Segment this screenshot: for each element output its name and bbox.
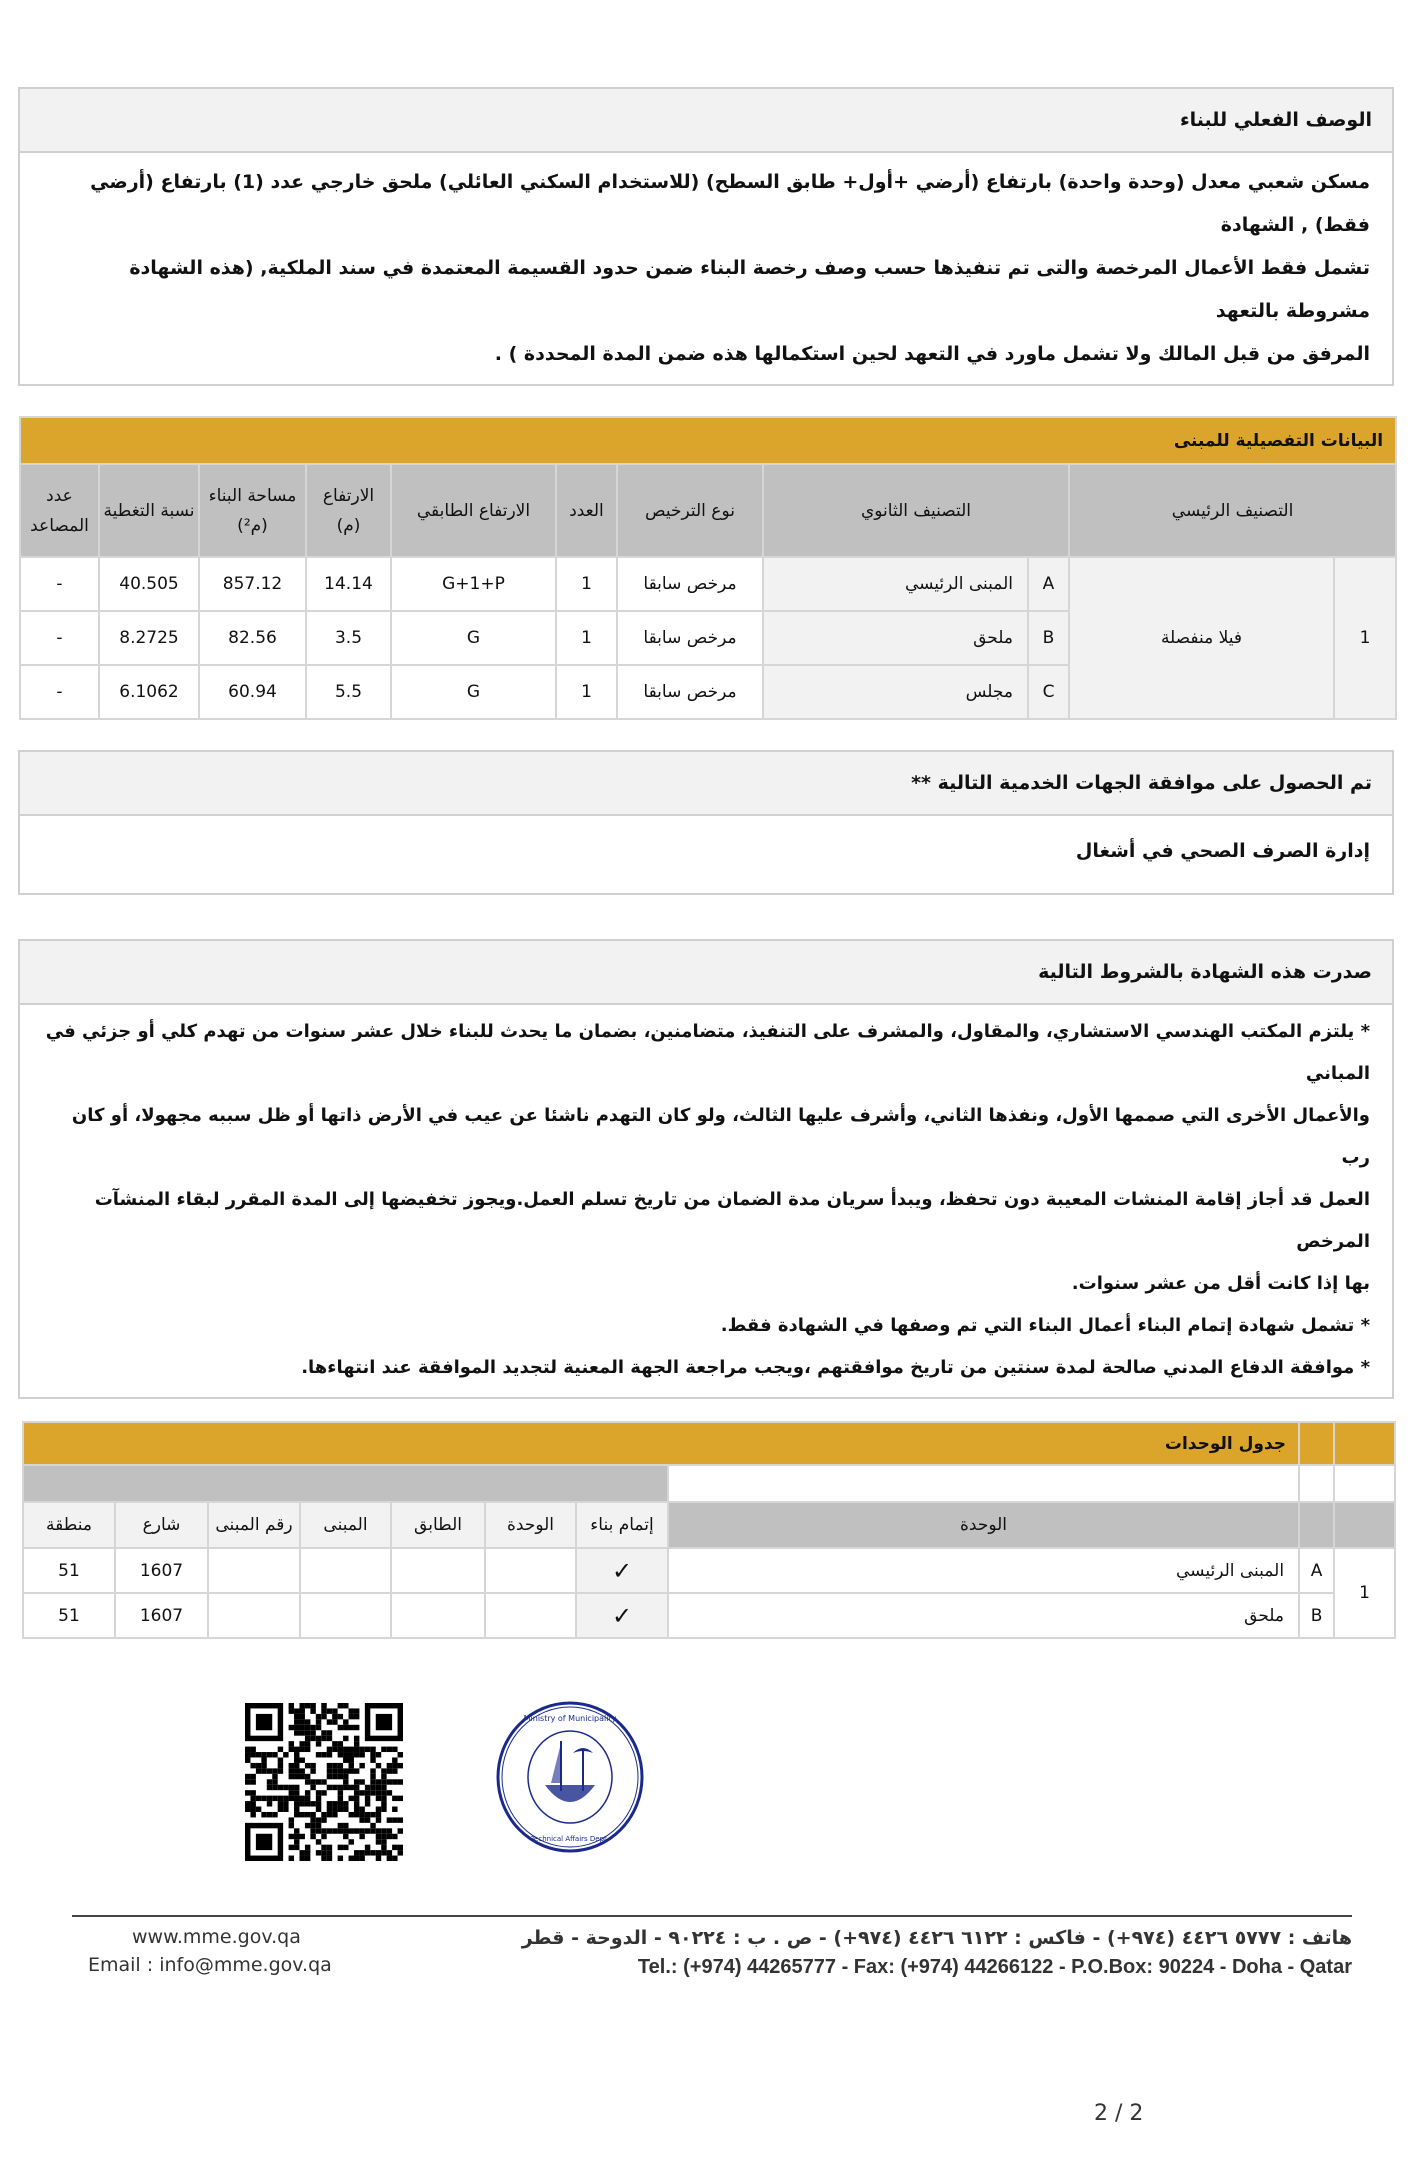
cell-group-no: 1 bbox=[1334, 1548, 1395, 1638]
condition-line: * تشمل شهادة إتمام البناء أعمال البناء التي تم وصفها في الشهادة فقط. bbox=[720, 1315, 1370, 1336]
cell-floors: G bbox=[391, 665, 556, 719]
cell-code: A bbox=[1299, 1548, 1334, 1593]
cell-unit: المبنى الرئيسي bbox=[668, 1548, 1299, 1593]
svg-text:Ministry of Municipality: Ministry of Municipality bbox=[523, 1714, 617, 1723]
header-coverage: نسبة التغطية bbox=[99, 464, 199, 557]
header-building-no: رقم المبنى bbox=[208, 1502, 300, 1548]
header-license: نوع الترخيص bbox=[617, 464, 763, 557]
svg-text:Technical Affairs Dept.: Technical Affairs Dept. bbox=[530, 1835, 610, 1843]
cell-group-no: 1 bbox=[1334, 557, 1396, 719]
approval-item: إدارة الصرف الصحي في أشغال bbox=[1075, 840, 1370, 862]
header-area: مساحة البناء (م²) bbox=[199, 464, 306, 557]
cell-license: مرخص سابقا bbox=[617, 665, 763, 719]
table-row bbox=[20, 557, 1396, 611]
header-unit: الوحدة bbox=[668, 1502, 1299, 1548]
seal-row bbox=[0, 1701, 1414, 1891]
cell-floor bbox=[391, 1593, 485, 1638]
header-height: الارتفاع (م) bbox=[306, 464, 391, 557]
footer-left bbox=[72, 1923, 332, 1981]
cell-code: A bbox=[1028, 557, 1069, 611]
cell-street: 1607 bbox=[115, 1548, 208, 1593]
cell-license: مرخص سابقا bbox=[617, 557, 763, 611]
footer-contact-ar: هاتف : ٥٧٧٧ ٤٤٢٦ (٩٧٤+) - فاكس : ٦١٢٢ ٤٤٢٦ (٩٧٤+) - ص . ب : ٩٠٢٢٤ - الدوحة - قطر bbox=[521, 1927, 1352, 1949]
units-table bbox=[22, 1421, 1396, 1639]
description-line: المرفق من قبل المالك ولا تشمل ماورد في التعهد لحين استكمالها هذه ضمن المدة المحددة ) . bbox=[494, 343, 1370, 365]
approvals-box bbox=[18, 750, 1394, 895]
cell-secondary: المبنى الرئيسي bbox=[763, 557, 1028, 611]
description-line: مسكن شعبي معدل (وحدة واحدة) بارتفاع (أرضي +أول+ طابق السطح) (للاستخدام السكني العائلي) ملحق خارجي عدد (1) بارتفاع (أرضي فقط) , الشهادة bbox=[90, 171, 1370, 236]
approvals-title: تم الحصول على موافقة الجهات الخدمية التالية ** bbox=[20, 752, 1392, 816]
cell-building_no bbox=[208, 1548, 300, 1593]
conditions-box bbox=[18, 939, 1394, 1399]
cell-zone: 51 bbox=[23, 1548, 115, 1593]
header-secondary: التصنيف الثانوي bbox=[763, 464, 1069, 557]
condition-line: * يلتزم المكتب الهندسي الاستشاري، والمقاول، والمشرف على التنفيذ، متضامنين، بضمان ما يحدث للبناء خلال عشر سنوات من تهدم كلي أو جزئي في المباني bbox=[45, 1021, 1370, 1084]
completion-check-icon: ✓ bbox=[576, 1548, 668, 1593]
condition-line: والأعمال الأخرى التي صممها الأول، ونفذها الثاني، وأشرف عليها الثالث، ولو كان التهدم ناشئا عن عيب في الأرض ذاتها أو ظل سببه مجهولا، أو كان رب bbox=[71, 1105, 1370, 1168]
footer-right bbox=[522, 1923, 1352, 1981]
header-unit2: الوحدة bbox=[485, 1502, 576, 1548]
cell-height: 3.5 bbox=[306, 611, 391, 665]
qr-code bbox=[245, 1703, 403, 1861]
cell-code: B bbox=[1299, 1593, 1334, 1638]
cell-unit2 bbox=[485, 1593, 576, 1638]
actual-description-box bbox=[18, 87, 1394, 386]
footer-website: www.mme.gov.qa bbox=[132, 1926, 301, 1948]
cell-street: 1607 bbox=[115, 1593, 208, 1638]
cell-area: 60.94 bbox=[199, 665, 306, 719]
conditions-text bbox=[20, 1005, 1392, 1397]
ministry-seal bbox=[495, 1701, 645, 1853]
cell-code: C bbox=[1028, 665, 1069, 719]
cell-secondary: مجلس bbox=[763, 665, 1028, 719]
cell-unit: ملحق bbox=[668, 1593, 1299, 1638]
footer-email: Email : info@mme.gov.qa bbox=[88, 1954, 332, 1976]
cell-code: B bbox=[1028, 611, 1069, 665]
building-details-table bbox=[19, 416, 1397, 720]
cell-building_no bbox=[208, 1593, 300, 1638]
cell-elevators: - bbox=[20, 665, 99, 719]
header-zone: منطقة bbox=[23, 1502, 115, 1548]
actual-description-title: الوصف الفعلي للبناء bbox=[20, 89, 1392, 153]
cell-zone: 51 bbox=[23, 1593, 115, 1638]
page-number: 2 / 2 bbox=[1094, 2101, 1144, 2126]
cell-coverage: 8.2725 bbox=[99, 611, 199, 665]
header-building: المبنى bbox=[300, 1502, 391, 1548]
table-row bbox=[23, 1548, 1395, 1593]
header-elevators: عدد المصاعد bbox=[20, 464, 99, 557]
cell-height: 14.14 bbox=[306, 557, 391, 611]
cell-count: 1 bbox=[556, 557, 617, 611]
header-floor: الطابق bbox=[391, 1502, 485, 1548]
footer bbox=[72, 1915, 1352, 1981]
cell-floors: G+1+P bbox=[391, 557, 556, 611]
cell-count: 1 bbox=[556, 611, 617, 665]
conditions-title: صدرت هذه الشهادة بالشروط التالية bbox=[20, 941, 1392, 1005]
table-row bbox=[23, 1593, 1395, 1638]
cell-building bbox=[300, 1548, 391, 1593]
cell-building bbox=[300, 1593, 391, 1638]
condition-line: العمل قد أجاز إقامة المنشات المعيبة دون تحفظ، ويبدأ سريان مدة الضمان من تاريخ تسلم العمل.ويجوز تخفيضها إلى المدة المقرر لبقاء المنشآت المرخص bbox=[94, 1189, 1370, 1252]
cell-license: مرخص سابقا bbox=[617, 611, 763, 665]
condition-line: * موافقة الدفاع المدني صالحة لمدة سنتين من تاريخ موافقتهم ،ويجب مراجعة الجهة المعنية لتجديد الموافقة عند انتهاءها. bbox=[301, 1357, 1370, 1378]
condition-line: بها إذا كانت أقل من عشر سنوات. bbox=[1071, 1273, 1370, 1294]
header-count: العدد bbox=[556, 464, 617, 557]
cell-coverage: 40.505 bbox=[99, 557, 199, 611]
description-line: تشمل فقط الأعمال المرخصة والتى تم تنفيذها حسب وصف رخصة البناء ضمن حدود القسيمة المعتمدة في سند الملكية, (هذه الشهادة مشروطة بالتعهد bbox=[129, 257, 1370, 322]
cell-coverage: 6.1062 bbox=[99, 665, 199, 719]
cell-unit2 bbox=[485, 1548, 576, 1593]
cell-area: 82.56 bbox=[199, 611, 306, 665]
cell-area: 857.12 bbox=[199, 557, 306, 611]
header-street: شارع bbox=[115, 1502, 208, 1548]
building-details-title: البيانات التفصيلية للمبنى bbox=[20, 417, 1396, 464]
header-floors: الارتفاع الطابقي bbox=[391, 464, 556, 557]
header-main: التصنيف الرئيسي bbox=[1069, 464, 1396, 557]
cell-floor bbox=[391, 1548, 485, 1593]
cell-height: 5.5 bbox=[306, 665, 391, 719]
cell-count: 1 bbox=[556, 665, 617, 719]
actual-description-text bbox=[20, 153, 1392, 384]
cell-main-class: فيلا منفصلة bbox=[1069, 557, 1334, 719]
units-title: جدول الوحدات bbox=[23, 1422, 1299, 1465]
completion-check-icon: ✓ bbox=[576, 1593, 668, 1638]
cell-elevators: - bbox=[20, 611, 99, 665]
cell-floors: G bbox=[391, 611, 556, 665]
footer-contact-en: Tel.: (+974) 44265777 - Fax: (+974) 44266122 - P.O.Box: 90224 - Doha - Qatar bbox=[637, 1956, 1352, 1978]
cell-secondary: ملحق bbox=[763, 611, 1028, 665]
cell-elevators: - bbox=[20, 557, 99, 611]
header-completion: إتمام بناء bbox=[576, 1502, 668, 1548]
